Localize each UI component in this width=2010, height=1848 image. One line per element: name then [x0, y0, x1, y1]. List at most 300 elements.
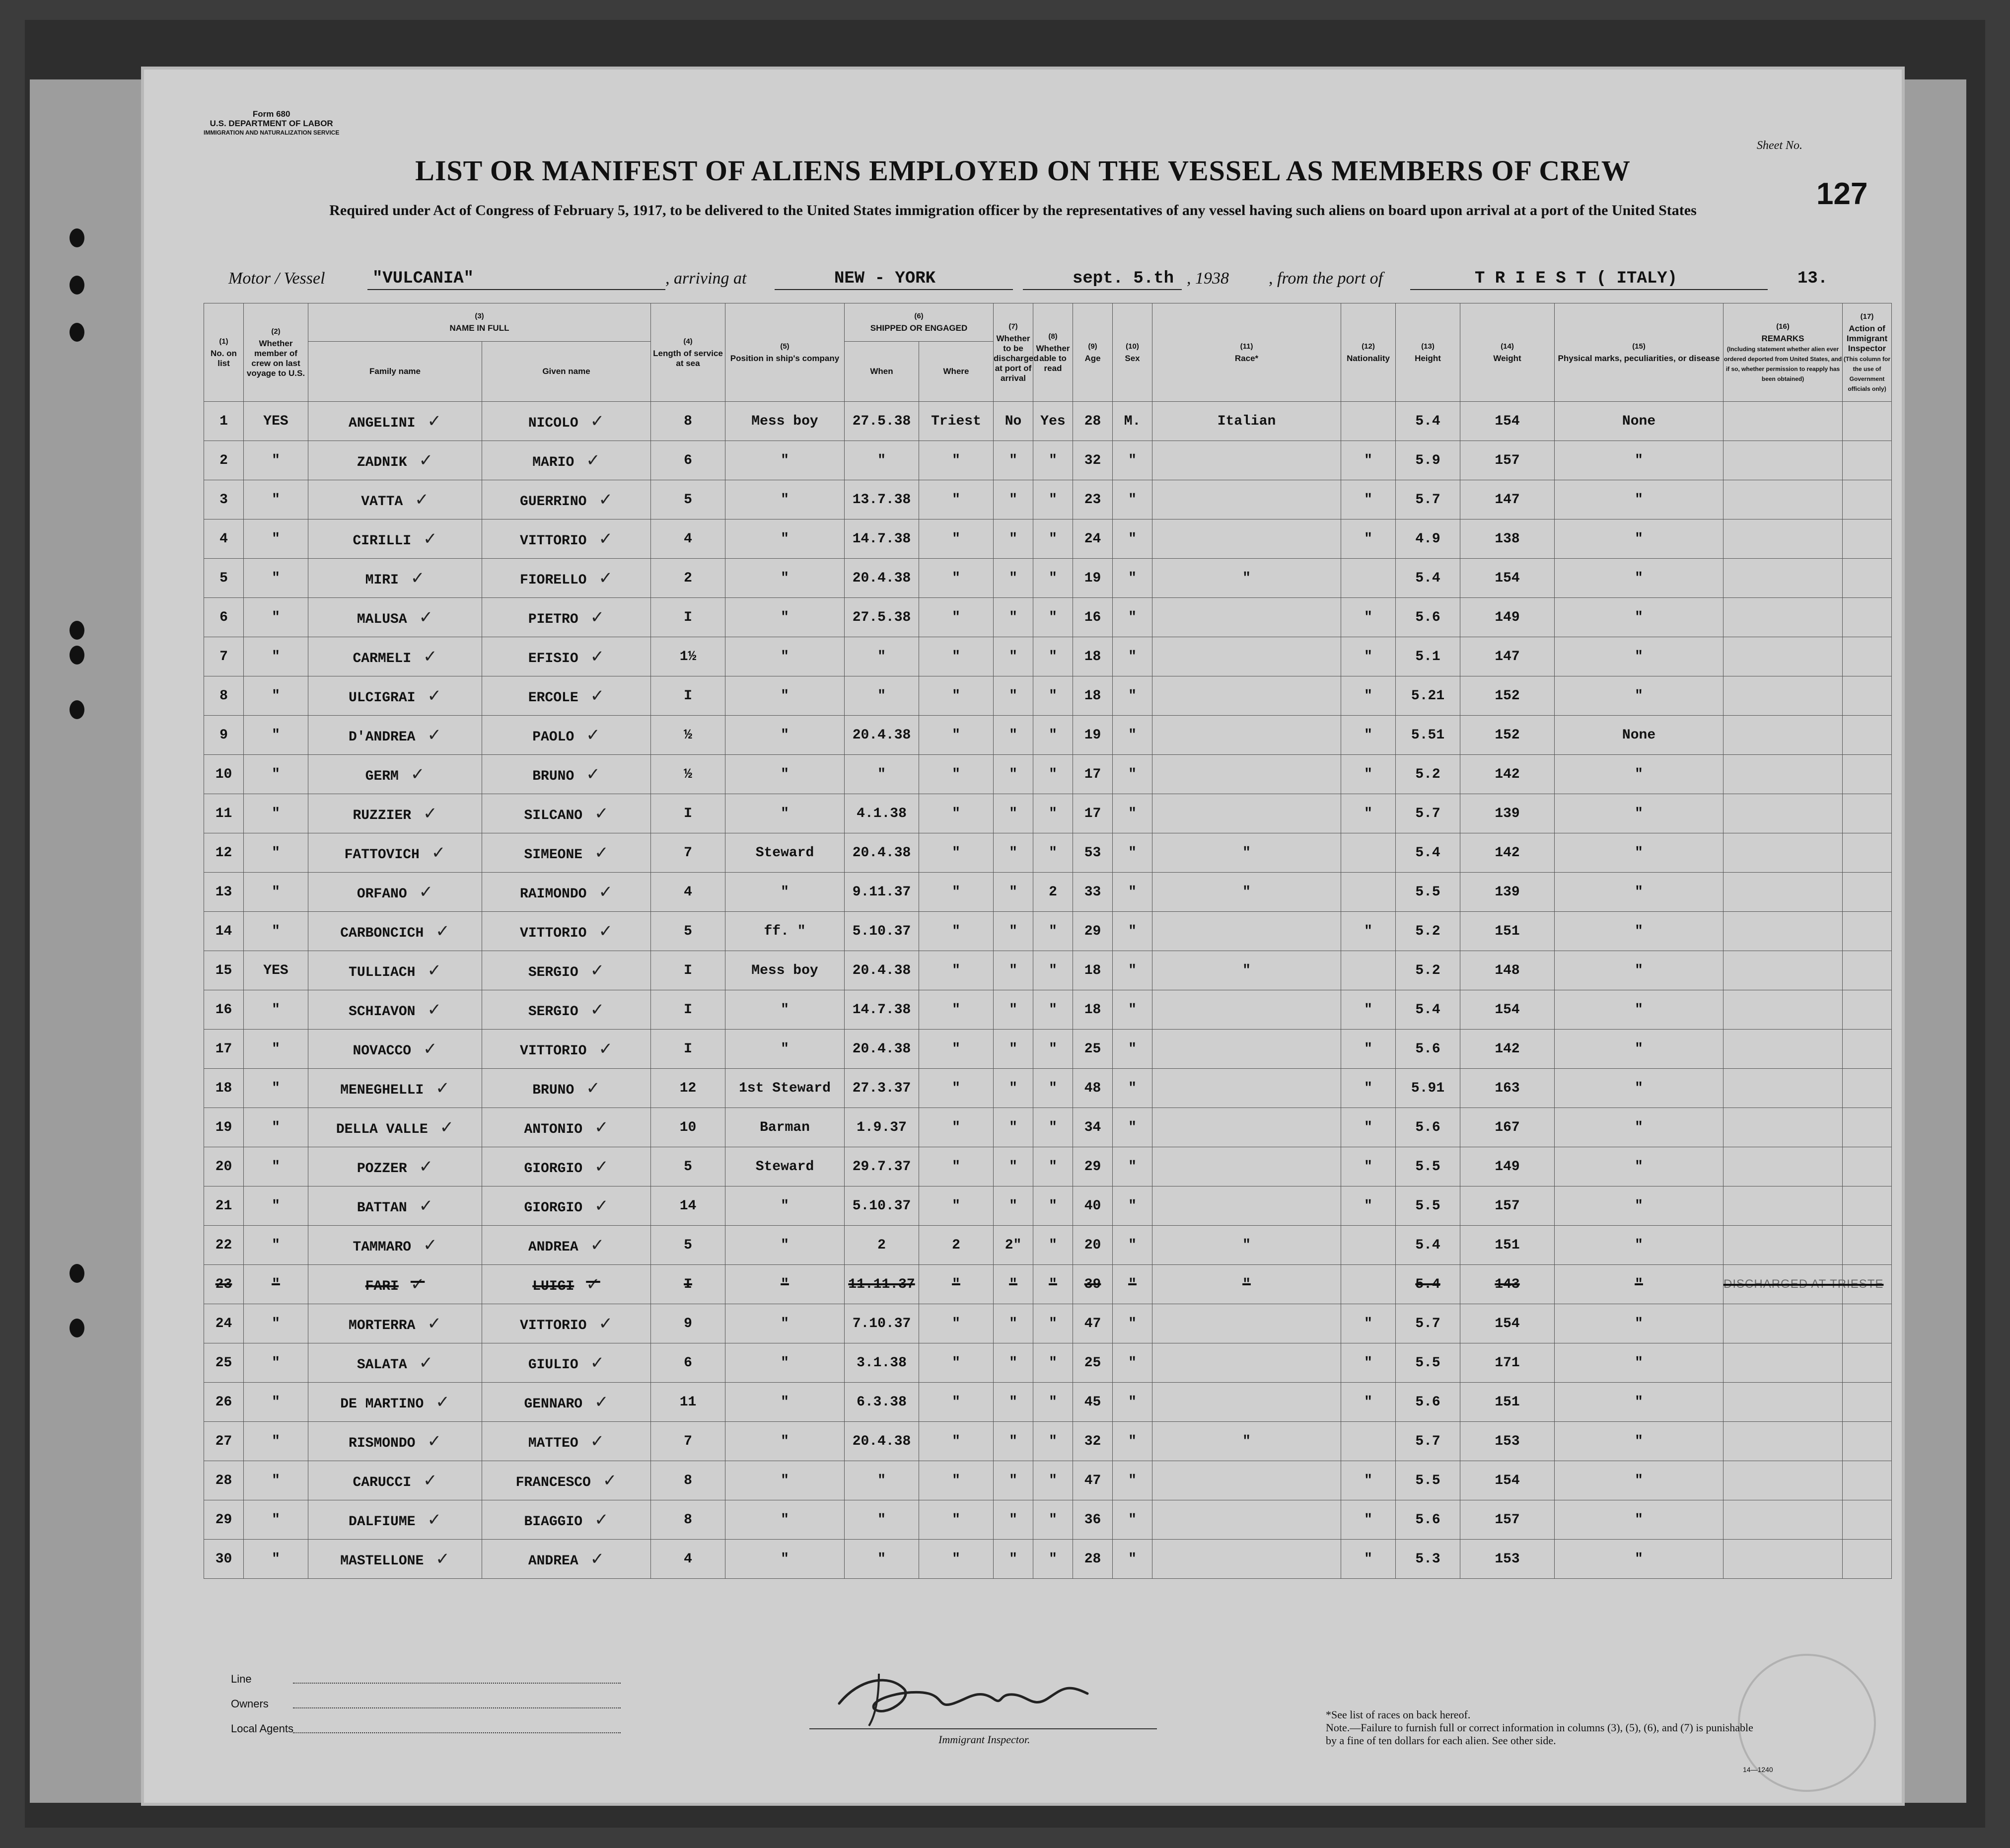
- ship-position: ": [781, 609, 789, 625]
- ship-position: ": [781, 1002, 789, 1018]
- inspector-action-cell: [1843, 951, 1892, 990]
- from-label: , from the port of: [1269, 269, 1383, 288]
- to-be-discharged-cell: [994, 716, 1033, 755]
- to-be-discharged-cell: [994, 912, 1033, 951]
- remarks-cell: [1723, 794, 1843, 833]
- ship-position-cell: [725, 1069, 845, 1108]
- ship-position-cell: [725, 1147, 845, 1186]
- to-be-discharged-cell: [994, 441, 1033, 480]
- age: 53: [1084, 845, 1101, 861]
- shipped-where: ": [952, 806, 960, 821]
- shipped-when: ": [877, 766, 886, 782]
- weight-cell: [1460, 794, 1555, 833]
- shipped-where: ": [952, 1119, 960, 1135]
- ship-position: ff. ": [764, 923, 806, 939]
- sex-cell: [1113, 794, 1152, 833]
- col-header-race: (11) Race*: [1152, 303, 1341, 402]
- col-header-service: (4) Length of service at sea: [651, 303, 725, 402]
- ship-position-cell: [725, 480, 845, 519]
- inspector-action-cell: [1843, 833, 1892, 873]
- form-identifier: Form 680 U.S. DEPARTMENT OF LABOR IMMIGRATION AND NATURALIZATION SERVICE: [204, 109, 340, 136]
- sex-cell: [1113, 833, 1152, 873]
- given-name: NICOLO: [528, 416, 578, 431]
- remarks-cell: [1723, 873, 1843, 912]
- crew-last-voyage: ": [272, 766, 280, 782]
- sex-cell: [1113, 598, 1152, 637]
- to-be-discharged: ": [1009, 570, 1017, 586]
- service-length-cell: [651, 755, 725, 794]
- family-name-cell: [308, 480, 482, 519]
- family-name-cell: [308, 1069, 482, 1108]
- family-name-cell: [308, 1383, 482, 1422]
- nationality: ": [1364, 766, 1372, 782]
- height-cell: [1396, 1500, 1460, 1540]
- weight-cell: [1460, 402, 1555, 441]
- crew-last-voyage: ": [272, 1316, 280, 1331]
- family-name: BATTAN: [357, 1200, 407, 1216]
- service-length: 6: [684, 452, 692, 468]
- given-name: VITTORIO: [520, 533, 587, 549]
- crew-last-voyage-cell: [244, 755, 308, 794]
- nationality-cell: [1341, 1383, 1396, 1422]
- height-cell: [1396, 441, 1460, 480]
- able-to-read-cell: [1033, 1422, 1073, 1461]
- family-name-cell: [308, 519, 482, 559]
- age-cell: [1073, 716, 1113, 755]
- ship-position-cell: [725, 441, 845, 480]
- checkmark-icon: ✓: [423, 1471, 437, 1490]
- sex: ": [1128, 570, 1137, 586]
- shipped-where: ": [952, 1002, 960, 1018]
- race-cell: [1152, 1069, 1341, 1108]
- shipped-where-cell: [919, 951, 994, 990]
- able-to-read-cell: [1033, 990, 1073, 1030]
- able-to-read: ": [1049, 649, 1057, 665]
- row-number-cell: [204, 637, 244, 676]
- ship-position-cell: [725, 1265, 845, 1304]
- weight-cell: [1460, 873, 1555, 912]
- remarks-cell: [1723, 480, 1843, 519]
- inspector-action-cell: [1843, 676, 1892, 716]
- row-number: 5: [219, 570, 228, 586]
- shipped-when: 5.10.37: [852, 923, 911, 939]
- age-cell: [1073, 519, 1113, 559]
- table-row: [204, 1343, 1892, 1383]
- able-to-read-cell: [1033, 559, 1073, 598]
- service-length: 9: [684, 1316, 692, 1331]
- table-row: [204, 637, 1892, 676]
- row-number-cell: [204, 480, 244, 519]
- col-header-inspector-action: (17) Action of Immigrant Inspector (This column for the use of Government officials only): [1843, 303, 1892, 402]
- age: 20: [1084, 1237, 1101, 1253]
- checkmark-icon: ✓: [590, 961, 605, 980]
- family-name: ANGELINI: [349, 416, 416, 431]
- family-name: SCHIAVON: [349, 1004, 416, 1020]
- row-number-cell: [204, 1422, 244, 1461]
- row-number-cell: [204, 1383, 244, 1422]
- crew-last-voyage: ": [272, 845, 280, 861]
- shipped-where: ": [952, 884, 960, 900]
- able-to-read-cell: [1033, 1461, 1073, 1500]
- row-number: 28: [215, 1473, 232, 1488]
- table-row: [204, 951, 1892, 990]
- height-cell: [1396, 1147, 1460, 1186]
- race-cell: [1152, 1343, 1341, 1383]
- checkmark-icon: ✓: [590, 607, 605, 627]
- shipped-where: ": [952, 1198, 960, 1214]
- punch-hole: [70, 1264, 84, 1283]
- crew-last-voyage-cell: [244, 1383, 308, 1422]
- table-row: [204, 1540, 1892, 1579]
- family-name: RUZZIER: [353, 808, 412, 823]
- able-to-read-cell: [1033, 1030, 1073, 1069]
- checkmark-icon: ✓: [419, 1157, 433, 1177]
- shipped-when-cell: [845, 873, 919, 912]
- given-name-cell: [482, 1383, 651, 1422]
- ship-position: ": [781, 1433, 789, 1449]
- col-header-name: (3) NAME IN FULL: [308, 303, 651, 342]
- col-header-crew-last-voyage: (2) Whether member of crew on last voyage to U.S.: [244, 303, 308, 402]
- arriving-label: , arriving at: [665, 269, 747, 288]
- checkmark-icon: ✓: [594, 1196, 609, 1216]
- age: 29: [1084, 923, 1101, 939]
- checkmark-icon: ✓: [410, 764, 425, 784]
- shipped-when-cell: [845, 1186, 919, 1226]
- to-be-discharged: ": [1009, 1002, 1017, 1018]
- shipped-where-cell: [919, 480, 994, 519]
- weight: 139: [1495, 884, 1520, 900]
- race-cell: [1152, 441, 1341, 480]
- row-number-cell: [204, 990, 244, 1030]
- ship-position: ": [781, 1316, 789, 1331]
- nationality-cell: [1341, 1343, 1396, 1383]
- weight: 163: [1495, 1080, 1520, 1096]
- given-name-cell: [482, 1343, 651, 1383]
- service-length: 7: [684, 1433, 692, 1449]
- able-to-read-cell: [1033, 1540, 1073, 1579]
- race-cell: [1152, 1383, 1341, 1422]
- remarks-cell: [1723, 1304, 1843, 1343]
- to-be-discharged-cell: [994, 833, 1033, 873]
- physical-marks-cell: [1555, 794, 1723, 833]
- service-length-cell: [651, 1383, 725, 1422]
- remarks-cell: [1723, 1147, 1843, 1186]
- shipped-when: ": [877, 1551, 886, 1567]
- service-length-cell: [651, 912, 725, 951]
- shipped-when: 5.10.37: [852, 1198, 911, 1214]
- nationality: ": [1364, 1394, 1372, 1410]
- remarks-cell: [1723, 1030, 1843, 1069]
- age: 17: [1084, 806, 1101, 821]
- ship-position: ": [781, 1198, 789, 1214]
- family-name-cell: [308, 598, 482, 637]
- weight: 147: [1495, 492, 1520, 508]
- remarks-cell: [1723, 441, 1843, 480]
- row-number-cell: [204, 676, 244, 716]
- able-to-read: ": [1049, 1198, 1057, 1214]
- able-to-read: ": [1049, 1473, 1057, 1488]
- inspector-action-cell: [1843, 441, 1892, 480]
- physical-marks: ": [1635, 884, 1643, 900]
- to-be-discharged-cell: [994, 1069, 1033, 1108]
- family-name-cell: [308, 912, 482, 951]
- age-cell: [1073, 676, 1113, 716]
- to-be-discharged: ": [1009, 1119, 1017, 1135]
- given-name-cell: [482, 1500, 651, 1540]
- weight: 157: [1495, 1198, 1520, 1214]
- sex-cell: [1113, 951, 1152, 990]
- weight-cell: [1460, 1422, 1555, 1461]
- height: 5.5: [1415, 1159, 1440, 1175]
- given-name: MATTEO: [528, 1436, 578, 1451]
- family-name: ULCIGRAI: [349, 690, 416, 706]
- height: 5.3: [1415, 1551, 1440, 1567]
- to-be-discharged-cell: [994, 519, 1033, 559]
- crew-last-voyage: ": [272, 806, 280, 821]
- ship-position: ": [781, 1355, 789, 1371]
- physical-marks: ": [1635, 1433, 1643, 1449]
- row-number-cell: [204, 1108, 244, 1147]
- age: 47: [1084, 1473, 1101, 1488]
- punch-hole: [70, 228, 84, 247]
- ship-position: Mess boy: [751, 413, 818, 429]
- service-length: I: [684, 609, 692, 625]
- physical-marks-cell: [1555, 676, 1723, 716]
- service-length-cell: [651, 1540, 725, 1579]
- height-cell: [1396, 402, 1460, 441]
- sex: ": [1128, 649, 1137, 665]
- shipped-where-cell: [919, 1108, 994, 1147]
- family-name-cell: [308, 1500, 482, 1540]
- family-name: ZADNIK: [357, 455, 407, 470]
- sex-cell: [1113, 1304, 1152, 1343]
- weight: 151: [1495, 1237, 1520, 1253]
- weight: 154: [1495, 1002, 1520, 1018]
- height: 5.2: [1415, 923, 1440, 939]
- nationality: ": [1364, 649, 1372, 665]
- row-number-cell: [204, 598, 244, 637]
- to-be-discharged-cell: [994, 1108, 1033, 1147]
- service-length-cell: [651, 1108, 725, 1147]
- family-name-cell: [308, 1265, 482, 1304]
- family-name-cell: [308, 873, 482, 912]
- to-be-discharged-cell: [994, 559, 1033, 598]
- inspector-action-cell: [1843, 755, 1892, 794]
- row-number-cell: [204, 1030, 244, 1069]
- age: 28: [1084, 413, 1101, 429]
- physical-marks-cell: [1555, 598, 1723, 637]
- shipped-where-cell: [919, 559, 994, 598]
- physical-marks-cell: [1555, 833, 1723, 873]
- race-cell: [1152, 598, 1341, 637]
- inspector-action-cell: [1843, 1540, 1892, 1579]
- checkmark-icon: ✓: [419, 882, 433, 902]
- race-cell: [1152, 951, 1341, 990]
- age-cell: [1073, 833, 1113, 873]
- nationality: ": [1364, 1080, 1372, 1096]
- given-name-cell: [482, 519, 651, 559]
- row-number: 14: [215, 923, 232, 939]
- able-to-read-cell: [1033, 1343, 1073, 1383]
- inspector-caption: Immigrant Inspector.: [938, 1733, 1030, 1746]
- weight-cell: [1460, 1030, 1555, 1069]
- race-cell: [1152, 1304, 1341, 1343]
- given-name-cell: [482, 716, 651, 755]
- height-cell: [1396, 755, 1460, 794]
- penalty-note: Note.—Failure to furnish full or correct information in columns (3), (5), (6), and (7) is punishable by a fine of ten dollars for each alien. See other side.: [1326, 1721, 1753, 1747]
- row-number-cell: [204, 1069, 244, 1108]
- to-be-discharged: ": [1009, 688, 1017, 704]
- checkmark-icon: ✓: [419, 607, 433, 627]
- able-to-read-cell: [1033, 1500, 1073, 1540]
- weight-cell: [1460, 559, 1555, 598]
- weight: 154: [1495, 1473, 1520, 1488]
- family-name: GERM: [365, 769, 399, 784]
- service-length-cell: [651, 1343, 725, 1383]
- height-cell: [1396, 1383, 1460, 1422]
- shipped-where-cell: [919, 794, 994, 833]
- able-to-read: ": [1049, 531, 1057, 547]
- to-be-discharged: ": [1009, 1276, 1017, 1292]
- ship-position: Mess boy: [751, 962, 818, 978]
- checkmark-icon: ✓: [427, 1000, 441, 1020]
- shipped-where: ": [952, 1433, 960, 1449]
- crew-last-voyage-cell: [244, 402, 308, 441]
- physical-marks: ": [1635, 609, 1643, 625]
- able-to-read: ": [1049, 609, 1057, 625]
- table-row: [204, 755, 1892, 794]
- checkmark-icon: ✓: [435, 1078, 450, 1098]
- checkmark-icon: ✓: [439, 1117, 454, 1137]
- checkmark-icon: ✓: [415, 490, 429, 510]
- weight-cell: [1460, 1383, 1555, 1422]
- sex-cell: [1113, 1186, 1152, 1226]
- given-name-cell: [482, 676, 651, 716]
- able-to-read-cell: [1033, 637, 1073, 676]
- shipped-where: ": [952, 452, 960, 468]
- shipped-when-cell: [845, 1343, 919, 1383]
- height: 5.9: [1415, 452, 1440, 468]
- height: 5.6: [1415, 1394, 1440, 1410]
- shipped-when-cell: [845, 637, 919, 676]
- ship-position-cell: [725, 637, 845, 676]
- weight: 157: [1495, 1512, 1520, 1528]
- shipped-where: ": [952, 492, 960, 508]
- to-be-discharged: ": [1009, 806, 1017, 821]
- inspector-action-cell: [1843, 402, 1892, 441]
- checkmark-icon: ✓: [586, 1274, 600, 1294]
- height-cell: [1396, 1030, 1460, 1069]
- given-name-cell: [482, 559, 651, 598]
- checkmark-icon: ✓: [410, 1274, 425, 1294]
- crew-last-voyage: YES: [263, 413, 288, 429]
- col-header-no: (1) No. on list: [204, 303, 244, 402]
- physical-marks-cell: [1555, 1147, 1723, 1186]
- physical-marks: ": [1635, 1159, 1643, 1175]
- to-be-discharged-cell: [994, 755, 1033, 794]
- shipped-when: 20.4.38: [852, 1433, 911, 1449]
- race: ": [1242, 1276, 1251, 1292]
- given-name: SERGIO: [528, 965, 578, 980]
- nationality-cell: [1341, 1108, 1396, 1147]
- able-to-read-cell: [1033, 598, 1073, 637]
- race-cell: [1152, 559, 1341, 598]
- physical-marks-cell: [1555, 1540, 1723, 1579]
- col-header-height: (13) Height: [1396, 303, 1460, 402]
- height-cell: [1396, 1226, 1460, 1265]
- family-name-cell: [308, 990, 482, 1030]
- family-name-cell: [308, 1030, 482, 1069]
- checkmark-icon: ✓: [590, 647, 605, 666]
- service-length-cell: [651, 402, 725, 441]
- ship-position-cell: [725, 755, 845, 794]
- ship-position-cell: [725, 676, 845, 716]
- service-length-cell: [651, 716, 725, 755]
- row-number-cell: [204, 1304, 244, 1343]
- nationality: ": [1364, 1002, 1372, 1018]
- service-length-cell: [651, 990, 725, 1030]
- shipped-when: 6.3.38: [857, 1394, 907, 1410]
- to-be-discharged: ": [1009, 609, 1017, 625]
- physical-marks-cell: [1555, 1226, 1723, 1265]
- crew-last-voyage: ": [272, 1237, 280, 1253]
- age-cell: [1073, 1540, 1113, 1579]
- to-be-discharged-cell: [994, 1265, 1033, 1304]
- nationality: ": [1364, 1551, 1372, 1567]
- family-name: DELLA VALLE: [336, 1122, 428, 1137]
- arrival-year: , 1938: [1187, 269, 1229, 288]
- remarks-cell: [1723, 1461, 1843, 1500]
- race-cell: [1152, 480, 1341, 519]
- punch-hole: [70, 1319, 84, 1337]
- race-cell: [1152, 990, 1341, 1030]
- ship-position: ": [781, 492, 789, 508]
- given-name-cell: [482, 912, 651, 951]
- height-cell: [1396, 951, 1460, 990]
- given-name: VITTORIO: [520, 1318, 587, 1333]
- given-name: GUERRINO: [520, 494, 587, 510]
- able-to-read-cell: [1033, 1383, 1073, 1422]
- service-length-cell: [651, 441, 725, 480]
- row-number-cell: [204, 519, 244, 559]
- shipped-where: ": [952, 1159, 960, 1175]
- table-row: [204, 1304, 1892, 1343]
- shipped-when-cell: [845, 441, 919, 480]
- service-length-cell: [651, 519, 725, 559]
- age: 18: [1084, 688, 1101, 704]
- to-be-discharged: ": [1009, 884, 1017, 900]
- height: 5.4: [1415, 845, 1440, 861]
- height-cell: [1396, 833, 1460, 873]
- weight-cell: [1460, 480, 1555, 519]
- ship-position: ": [781, 570, 789, 586]
- age: 45: [1084, 1394, 1101, 1410]
- service-length-cell: [651, 1422, 725, 1461]
- vessel-name: "VULCANIA": [372, 269, 474, 288]
- inspector-action-cell: [1843, 716, 1892, 755]
- row-number: 10: [215, 766, 232, 782]
- physical-marks: ": [1635, 531, 1643, 547]
- age: 18: [1084, 1002, 1101, 1018]
- family-name: RISMONDO: [349, 1436, 416, 1451]
- checkmark-icon: ✓: [586, 1078, 600, 1098]
- height: 5.7: [1415, 1433, 1440, 1449]
- height: 5.5: [1415, 1198, 1440, 1214]
- age-cell: [1073, 1226, 1113, 1265]
- age: 18: [1084, 649, 1101, 665]
- inspector-action-cell: [1843, 637, 1892, 676]
- able-to-read: ": [1049, 1159, 1057, 1175]
